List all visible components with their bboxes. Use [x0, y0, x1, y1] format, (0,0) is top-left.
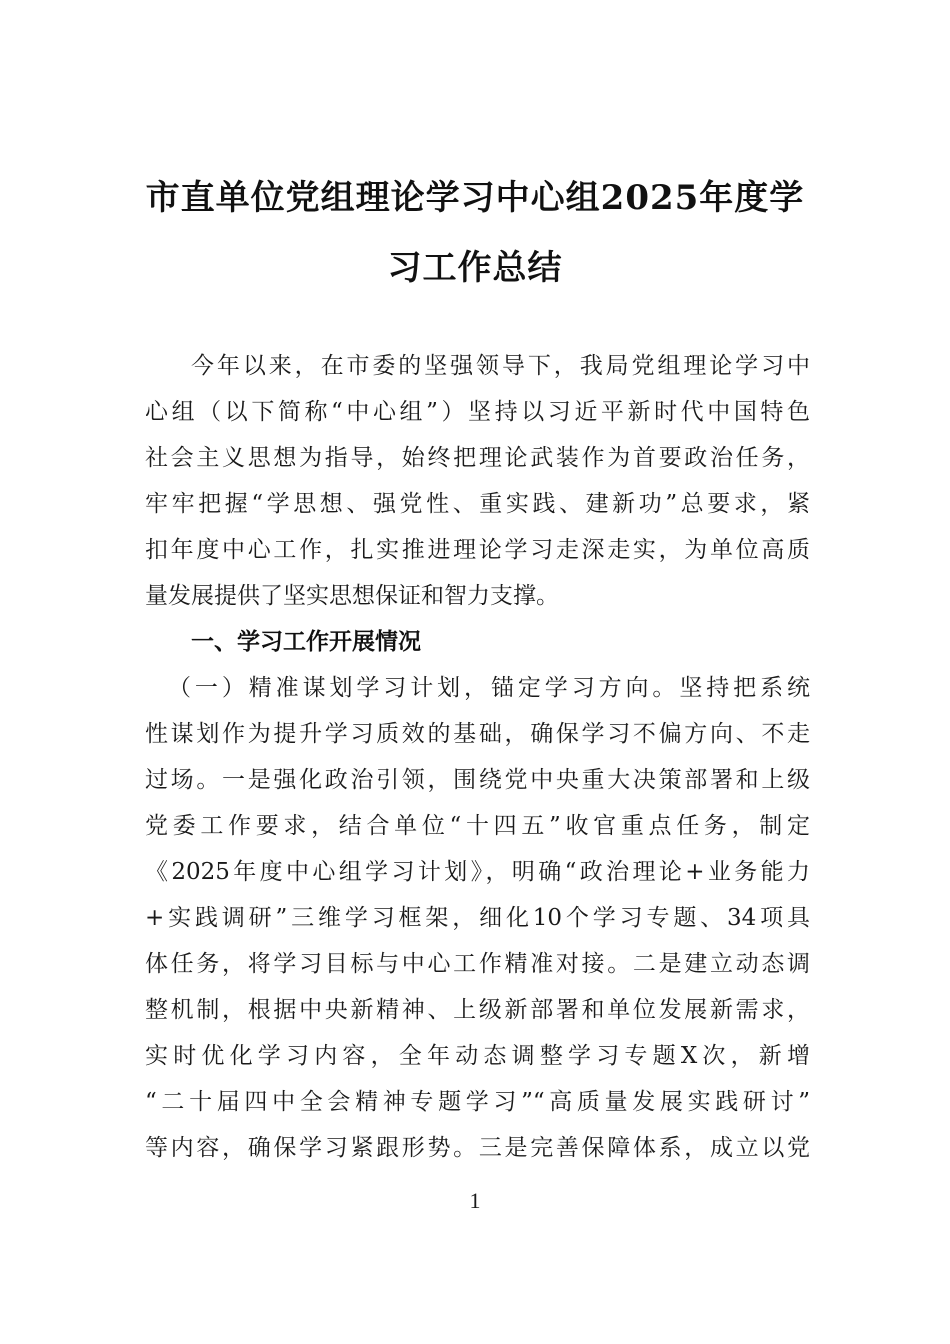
intro-paragraph-line: 量发展提供了坚实思想保证和智力支撑。: [145, 583, 559, 609]
section1-paragraph-line: （一）精准谋划学习计划，锚定学习方向。坚持把系统: [168, 675, 810, 701]
section1-paragraph-line: 过场。一是强化政治引领，围绕党中央重大决策部署和上级: [145, 767, 810, 793]
page-number: 1: [469, 1188, 481, 1213]
section1-paragraph-line: 《2025年度中心组学习计划》，明确“政治理论+业务能力: [145, 859, 810, 885]
document-title-line-2: 习工作总结: [387, 248, 563, 288]
intro-paragraph-line: 今年以来，在市委的坚强领导下，我局党组理论学习中: [191, 353, 810, 379]
section1-paragraph-line: +实践调研”三维学习框架，细化10个学习专题、34项具: [145, 905, 810, 931]
document-body: [145, 343, 810, 1171]
section1-paragraph-line: 性谋划作为提升学习质效的基础，确保学习不偏方向、不走: [145, 721, 810, 747]
intro-paragraph-line: 扣年度中心工作，扎实推进理论学习走深走实，为单位高质: [145, 537, 810, 563]
intro-paragraph-line: 社会主义思想为指导，始终把理论武装作为首要政治任务，: [145, 445, 810, 471]
intro-paragraph-line: 心组（以下简称“中心组”）坚持以习近平新时代中国特色: [145, 399, 810, 425]
document-title-line-1: 市直单位党组理论学习中心组2025年度学: [145, 178, 805, 218]
section1-paragraph-line: 整机制，根据中央新精神、上级新部署和单位发展新需求，: [145, 997, 810, 1023]
section-heading: 一、学习工作开展情况: [191, 629, 421, 655]
section1-paragraph-line: 体任务，将学习目标与中心工作精准对接。二是建立动态调: [145, 951, 810, 977]
section1-paragraph-line: 党委工作要求，结合单位“十四五”收官重点任务，制定: [145, 813, 810, 839]
section1-paragraph-line: 实时优化学习内容，全年动态调整学习专题X次，新增: [145, 1043, 810, 1069]
intro-paragraph-line: 牢牢把握“学思想、强党性、重实践、建新功”总要求，紧: [145, 491, 810, 517]
section1-paragraph-line: 等内容，确保学习紧跟形势。三是完善保障体系，成立以党: [145, 1135, 810, 1161]
section1-paragraph-line: “二十届四中全会精神专题学习”“高质量发展实践研讨”: [145, 1089, 810, 1115]
